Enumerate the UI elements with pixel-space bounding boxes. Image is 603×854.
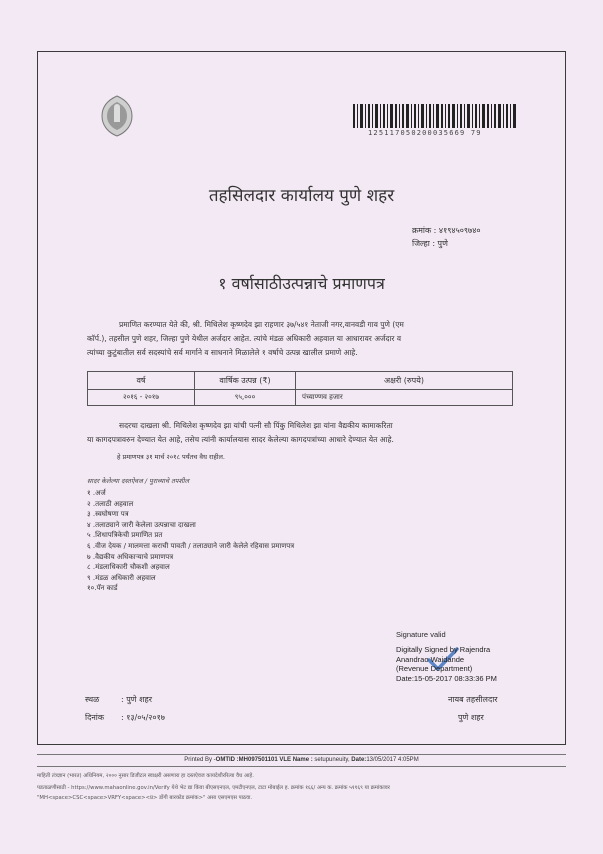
officer-place: पुणे शहर [458, 713, 484, 722]
place-value: : पुणे शहर [121, 695, 153, 704]
list-item: ६ .वीज देयक / मालमत्ता कराची पावती / तलाठ्याने जारी केलेले रहिवास प्रमाणपत्र [87, 541, 295, 550]
table-row [88, 390, 513, 406]
purpose-paragraph [87, 419, 512, 447]
print-date-label: Date: [351, 757, 367, 763]
para-line-2: कॉर्प.), तहसील पुणे शहर, जिल्हा पुणे येथील अर्जदार आहेत. त्यांचे मंडळ अधिकारी अहवाल या आधारावर अर्जदार व [87, 334, 402, 343]
district-label: जिल्हा : पुणे [412, 239, 448, 248]
vle-label: VLE Name : [279, 757, 313, 763]
documents-heading: सादर केलेल्या दस्तऐवज / पुराव्याचे तपशील [87, 477, 189, 485]
list-item: २ .तलाठी अहवाल [87, 499, 134, 508]
purpose-line-2: या कागदपत्रावरुन देण्यात येत आहे, तसेच त्यांनी कार्यालयास सादर केलेल्या कागदपत्रांच्या आधारे देण्यात येत आहे. [87, 435, 394, 444]
footer-note-2: पडताळणीसाठी - https://www.mahaonline.gov.in/Verify येथे भेट द्या किंवा बीएसएनएल, एमटीएनएल, टाटा मोबाईल ह. क्रमांक १६६/ अन्य क. क्रमांक ५११६९ या क्रमांकावर [37, 785, 390, 791]
reference-number: क्रमांक : ४१९४५०९७४० [412, 226, 481, 235]
officer-title: नायब तहसीलदार [448, 695, 498, 704]
table-header-year: वर्ष [88, 372, 195, 390]
purpose-line-1: सदरचा दाखला श्री. मिथिलेश कृष्णदेव झा यांची पत्नी सौ पिंकु मिथिलेश झा यांना वैद्यकीय कामाकरिता [119, 421, 393, 430]
documents-list [87, 488, 294, 594]
printed-by-label: Printed By - [184, 757, 216, 763]
government-seal-icon [99, 94, 135, 138]
date-value: : १३/०५/२०१७ [121, 713, 165, 722]
list-item: ४ .तलाठ्याने जारी केलेला उत्पन्नाचा दाखला [87, 520, 196, 529]
signature-line-2: Anandrao Waidande [396, 654, 465, 664]
signature-details [396, 645, 497, 683]
print-date-value: 13/05/2017 4:05PM [366, 757, 419, 763]
list-item: ५ .शिधापत्रिकेची प्रमाणित प्रत [87, 531, 163, 540]
table-cell-words: पंच्याण्णव हजार [296, 390, 513, 406]
para-line-3: त्यांच्या कुटुंबातील सर्व सदस्यांचे सर्व मार्गाने व साधनाने मिळालेले १ वर्षाचे उत्पन्न खालील प्रमाणे आहे. [87, 348, 358, 357]
para-line-1: प्रमाणित करण्यात येते की, श्री. मिथिलेश कृष्णदेव झा राहणार ३७/५४१ नेताजी नगर,वानवडी गाव पुणे (एम [119, 320, 404, 329]
list-item: ८ .मंडलाधिकारी चौकशी अहवाल [87, 563, 170, 572]
signature-line-1: Digitally Signed by Rajendra [396, 645, 491, 654]
footer-note-1: माहिती तंत्रज्ञान (भारत) अधिनियम, २००० नुसार डिजीटल स्वाक्षरी असणारा हा दस्तऐवज कायदेशीररित्या वैध आहे. [37, 773, 254, 779]
printed-by-value: OMTID :MH097501101 [215, 757, 278, 763]
printed-by-bar [37, 754, 566, 767]
list-item: ९ .मंडळ अधिकारी अहवाल [87, 573, 156, 582]
income-table [87, 371, 513, 406]
list-item: १०.पॅन कार्ड [87, 584, 118, 593]
barcode-icon [353, 104, 516, 128]
certificate-paragraph [87, 318, 512, 360]
date-label: दिनांक [85, 713, 104, 722]
certificate-title: १ वर्षासाठीउत्पन्नाचे प्रमाणपत्र [218, 274, 385, 293]
validity-note: हे प्रमाणपत्र ३१ मार्च २०१८ पर्यंतच वैध राहील. [117, 453, 225, 461]
table-header-income: वार्षिक उत्पन्न (₹) [195, 372, 296, 390]
table-header-words: अक्षरी (रुपये) [296, 372, 513, 390]
vle-value: setupuneuity, [314, 757, 350, 763]
place-label: स्थळ [85, 695, 100, 704]
list-item: ७ .वैद्यकीय अधिकाऱ्याचे प्रमाणपत्र [87, 552, 174, 561]
list-item: १ .अर्ज [87, 489, 106, 497]
table-cell-income: ९५,००० [195, 390, 296, 406]
table-cell-year: २०१६ - २०१७ [88, 390, 195, 406]
barcode-number: 125117050200035669 79 [368, 129, 482, 137]
signature-date: Date:15-05-2017 08:33:36 PM [396, 673, 497, 683]
office-title: तहसिलदार कार्यालय पुणे शहर [208, 186, 395, 206]
list-item: ३ .स्वघोषणा पत्र [87, 510, 129, 519]
footer-note-3: "MH<space>CSC<space>VRFY<space><प्र> डोंगी बारकोड क्रमांक>" असा एसएमएस पाठवा. [37, 795, 253, 801]
signature-valid: Signature valid [396, 630, 446, 639]
signature-line-3: (Revenue Department) [396, 664, 473, 673]
